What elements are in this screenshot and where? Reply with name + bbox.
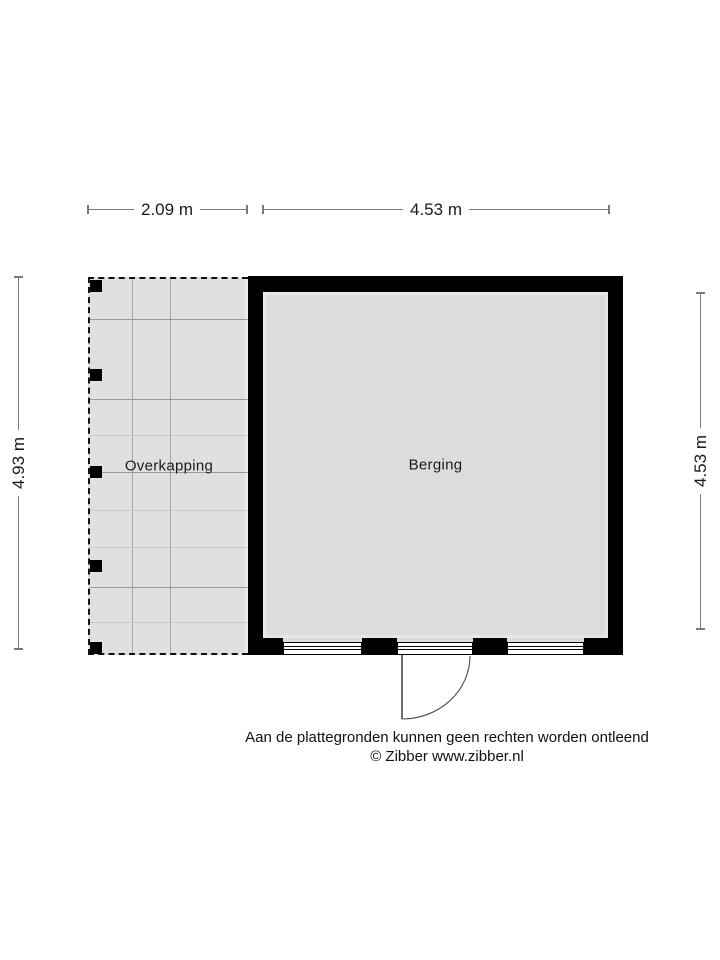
disclaimer: [245, 728, 649, 766]
dimension-tick: [14, 648, 23, 650]
canopy-grid-line: [90, 435, 248, 436]
dimension-tick: [696, 628, 705, 630]
door-glazing: [397, 642, 473, 655]
dimension-tick: [608, 205, 610, 214]
disclaimer-line1: Aan de plattegronden kunnen geen rechten worden ontleend: [245, 729, 649, 746]
canopy-grid-line: [90, 547, 248, 548]
dimension-tick: [246, 205, 248, 214]
dimension-tick: [696, 292, 705, 294]
canopy-post: [90, 466, 102, 478]
canopy-grid-line: [90, 587, 248, 588]
dimension-tick: [262, 205, 264, 214]
canopy-grid-line: [90, 399, 248, 400]
canopy-grid-line: [90, 319, 248, 320]
room-label-overkapping: Overkapping: [124, 457, 214, 475]
dimension-tick: [87, 205, 89, 214]
canopy-grid-line: [90, 510, 248, 511]
dimension-label-right: 4.53 m: [691, 428, 711, 494]
dimension-label-top-overkapping: 2.09 m: [134, 200, 200, 220]
room-berging: [248, 276, 623, 655]
room-overkapping: [88, 277, 248, 655]
canopy-post: [90, 280, 102, 292]
canopy-grid-line: [90, 622, 248, 623]
window-left: [283, 642, 362, 655]
door-swing-icon: [395, 655, 475, 725]
room-label-berging: Berging: [408, 456, 463, 474]
dimension-tick: [14, 276, 23, 278]
dimension-label-left: 4.93 m: [9, 430, 29, 496]
dimension-label-top-berging: 4.53 m: [403, 200, 469, 220]
canopy-post: [90, 560, 102, 572]
disclaimer-line2: © Zibber www.zibber.nl: [370, 748, 524, 765]
canopy-post: [90, 642, 102, 654]
canopy-post: [90, 369, 102, 381]
berging-floor: [263, 292, 608, 638]
window-right: [507, 642, 584, 655]
